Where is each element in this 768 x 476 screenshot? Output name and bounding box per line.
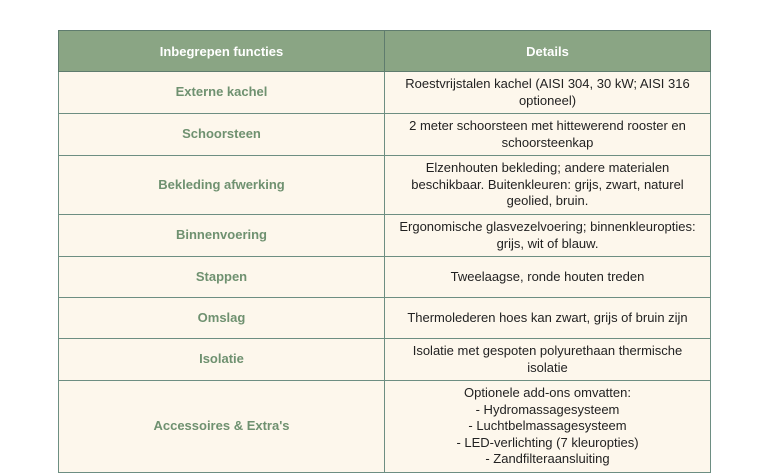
- details-cell: [385, 156, 711, 215]
- table-row: [59, 257, 711, 298]
- details-cell: [385, 381, 711, 473]
- table-row: [59, 114, 711, 156]
- details-line: Roestvrijstalen kachel (AISI 304, 30 kW; AISI 316: [405, 76, 690, 91]
- details-cell: [385, 215, 711, 257]
- details-line: - Zandfilteraansluiting: [485, 451, 610, 467]
- details-line: - Luchtbelmassagesysteem: [468, 418, 627, 434]
- details-cell: [385, 72, 711, 114]
- feature-cell: Binnenvoering: [59, 215, 385, 257]
- details-cell: [385, 114, 711, 156]
- details-line: Isolatie met gespoten polyurethaan thermische: [412, 343, 683, 358]
- details-line: Elzenhouten bekleding; andere materialen: [425, 160, 670, 176]
- feature-cell: Isolatie: [59, 339, 385, 381]
- features-table: [58, 30, 711, 473]
- details-line: geolied, bruin.: [506, 193, 589, 209]
- details-line: Thermolederen hoes kan zwart, grijs of bruin zijn: [407, 309, 688, 325]
- header-details: Details: [385, 31, 711, 72]
- table-row: [59, 215, 711, 257]
- feature-cell: Externe kachel: [59, 72, 385, 114]
- details-line: schoorsteenkap: [501, 134, 594, 150]
- details-line: optioneel): [518, 92, 577, 108]
- feature-cell: Schoorsteen: [59, 114, 385, 156]
- details-line: Optionele add-ons omvatten:: [464, 385, 631, 401]
- table-row: [59, 381, 711, 473]
- details-line: beschikbaar. Buitenkleuren: grijs, zwart, naturel: [411, 176, 684, 192]
- details-cell: [385, 298, 711, 339]
- details-cell: [385, 339, 711, 381]
- feature-cell: Accessoires & Extra's: [59, 381, 385, 473]
- details-line: Tweelaagse, ronde houten treden: [450, 268, 645, 284]
- header-included-features: Inbegrepen functies: [59, 31, 385, 72]
- table-row: [59, 72, 711, 114]
- details-line: isolatie: [527, 359, 568, 375]
- table-row: [59, 298, 711, 339]
- feature-cell: Stappen: [59, 257, 385, 298]
- details-line: grijs, wit of blauw.: [496, 235, 599, 251]
- details-line: 2 meter schoorsteen met hittewerend rooster en: [409, 118, 686, 133]
- details-line: Ergonomische glasvezelvoering; binnenkleuropties:: [399, 219, 696, 234]
- details-line: - LED-verlichting (7 kleuropties): [456, 434, 639, 450]
- table-header-row: [59, 31, 711, 72]
- feature-cell: Bekleding afwerking: [59, 156, 385, 215]
- table-row: [59, 156, 711, 215]
- feature-cell: Omslag: [59, 298, 385, 339]
- table-row: [59, 339, 711, 381]
- details-cell: [385, 257, 711, 298]
- features-table-container: [58, 30, 710, 473]
- details-line: - Hydromassagesysteem: [475, 401, 620, 417]
